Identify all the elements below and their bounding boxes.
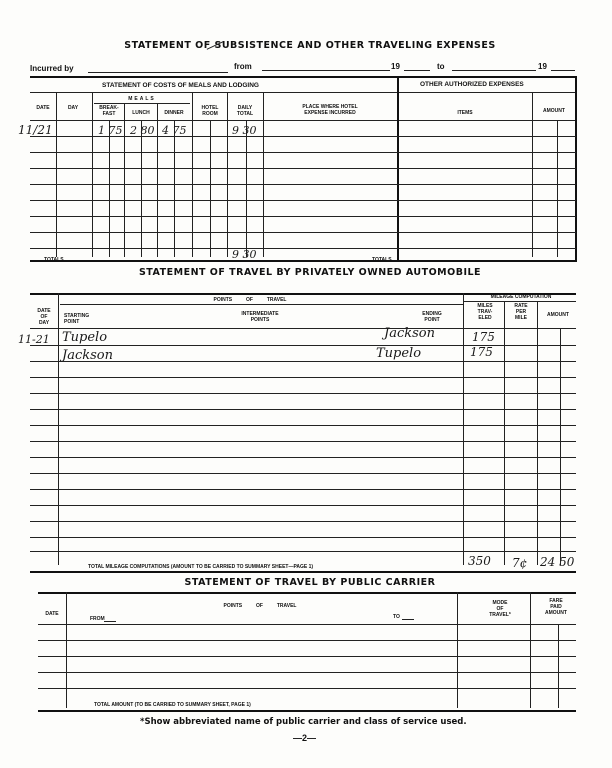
meals-header-bottom [30,120,576,121]
meals-section-title: STATEMENT OF COSTS OF MEALS AND LODGING [102,82,259,89]
col-line [66,592,67,708]
row-line [30,345,576,346]
row-line [30,537,576,538]
auto-row-1-ending-point: Jackson [384,326,435,341]
meals-totals-label: TOTALS [44,257,64,263]
header-hotel-room: HOTEL ROOM [201,105,219,117]
auto-total-amount: 24 50 [540,555,575,569]
carrier-header-date: DATE [45,611,59,617]
col-line [124,103,125,257]
carrier-header-fare: FARE PAID AMOUNT [545,598,567,616]
row-line [30,409,576,410]
header-date: DATE [36,105,50,111]
meals-group-divider [94,103,190,104]
col-line [463,293,464,565]
auto-header-date: DATE OF DAY [37,308,51,326]
row-line [30,248,576,249]
col-line [560,328,561,565]
col-line [174,120,175,257]
row-line [38,656,576,657]
to-year-field[interactable] [551,70,575,71]
row-line [30,551,576,552]
meal-row-dinner: 4 75 [162,124,187,137]
row-line [30,457,576,458]
auto-header-starting-point: STARTING POINT [64,313,90,325]
auto-header-intermediate: INTERMEDIATE POINTS [241,311,279,323]
carrier-header-to: TO [393,614,400,620]
auto-row-2-miles: 175 [470,345,493,359]
auto-header-points-of-travel: POINTS OF TRAVEL [213,297,287,303]
row-line [30,184,576,185]
header-items: ITEMS [457,110,473,116]
meal-row-daily-total: 9 30 [232,124,257,137]
auto-header-bottom [30,328,576,329]
row-line [30,152,576,153]
carrier-header-mode: MODE OF TRAVEL* [489,600,511,618]
subsistence-title: STATEMENT OF SUBSISTENCE AND OTHER TRAVELING EXPENSES [124,40,496,51]
header-meals: MEALS [128,96,156,102]
year-prefix-to: 19 [538,62,547,71]
row-line [30,377,576,378]
row-line [30,200,576,201]
meal-row-lunch: 2 80 [130,124,155,137]
col-line [530,592,531,708]
row-line [30,473,576,474]
col-line [457,592,458,708]
meals-title-divider [30,92,576,93]
from-label: from [234,62,252,71]
row-line [30,393,576,394]
auto-totals-line [30,571,576,573]
col-line [575,76,577,262]
year-prefix-from: 19 [391,62,400,71]
header-place: PLACE WHERE HOTEL EXPENSE INCURRED [302,104,358,116]
header-amount: AMOUNT [543,108,565,114]
carrier-header-points-of-travel: POINTS OF TRAVEL [223,603,297,609]
header-daily-total: DAILY TOTAL [236,105,254,117]
col-line [397,76,399,262]
row-line [30,216,576,217]
col-line [141,120,142,257]
meal-row-breakfast: 1 75 [98,124,123,137]
header-lunch: LUNCH [132,110,150,116]
auto-header-rate: RATE PER MILE [514,303,528,321]
header-day: DAY [67,105,79,111]
page-number: —2— [293,733,317,743]
public-carrier-title: STATEMENT OF TRAVEL BY PUBLIC CARRIER [184,577,436,588]
auto-total-miles: 350 [468,554,491,568]
auto-header-miles: MILES TRAV- ELED [477,303,493,321]
carrier-header-bottom [38,624,576,625]
carrier-totals-line [38,710,576,712]
col-line [109,120,110,257]
auto-total-rate: 7¢ [512,556,528,570]
auto-points-divider [60,304,463,305]
carrier-to-line [402,619,414,620]
auto-header-mileage-computation: MILEAGE COMPUTATION [490,294,552,300]
col-line [504,301,505,565]
auto-row-1-starting-point: Tupelo [62,330,108,345]
meal-row-date: 11/21 [18,123,53,137]
col-line [58,293,59,565]
incurred-by-field[interactable] [88,72,228,73]
auto-mileage-divider [463,301,576,302]
from-year-field[interactable] [404,70,430,71]
auto-total-label: TOTAL MILEAGE COMPUTATIONS (AMOUNT TO BE CARRIED TO SUMMARY SHEET—PAGE 1) [88,564,314,570]
auto-row-1-date: 11-21 [18,333,50,346]
row-line [30,168,576,169]
to-label: to [437,62,445,71]
row-line [30,441,576,442]
row-line [30,521,576,522]
other-totals-label: TOTALS [372,257,392,263]
carrier-from-line [104,621,116,622]
to-date-field[interactable] [452,70,536,71]
col-line [537,301,538,565]
row-line [30,232,576,233]
carrier-table-top-border [38,592,576,594]
header-breakfast: BREAK- FAST [99,105,119,117]
header-dinner: DINNER [164,110,184,116]
auto-row-2-starting-point: Jackson [62,348,113,363]
col-line [210,120,211,257]
meals-totals-value: 9 30 [232,248,257,261]
row-line [38,688,576,689]
row-line [38,672,576,673]
footnote: *Show abbreviated name of public carrier and class of service used. [140,717,467,727]
meals-totals-line [30,260,576,262]
row-line [30,489,576,490]
meals-table-top-border [30,76,576,78]
carrier-total-label: TOTAL AMOUNT (TO BE CARRIED TO SUMMARY SHEET, PAGE 1) [94,702,251,708]
row-line [38,640,576,641]
from-date-field[interactable] [262,70,390,71]
row-line [30,425,576,426]
auto-row-2-ending-point: Tupelo [376,346,422,361]
col-line [157,103,158,257]
col-line [557,120,558,257]
auto-header-ending-point: ENDING POINT [422,311,442,323]
col-line [558,624,559,708]
auto-row-1-miles: 175 [472,330,495,344]
auto-travel-title: STATEMENT OF TRAVEL BY PRIVATELY OWNED AUTOMOBILE [138,267,482,278]
auto-header-amount: AMOUNT [547,312,569,318]
col-line [246,120,247,257]
incurred-by-label: Incurred by [30,64,74,73]
row-line [30,505,576,506]
other-expenses-title: OTHER AUTHORIZED EXPENSES [420,81,524,88]
carrier-header-from: FROM [90,616,105,622]
